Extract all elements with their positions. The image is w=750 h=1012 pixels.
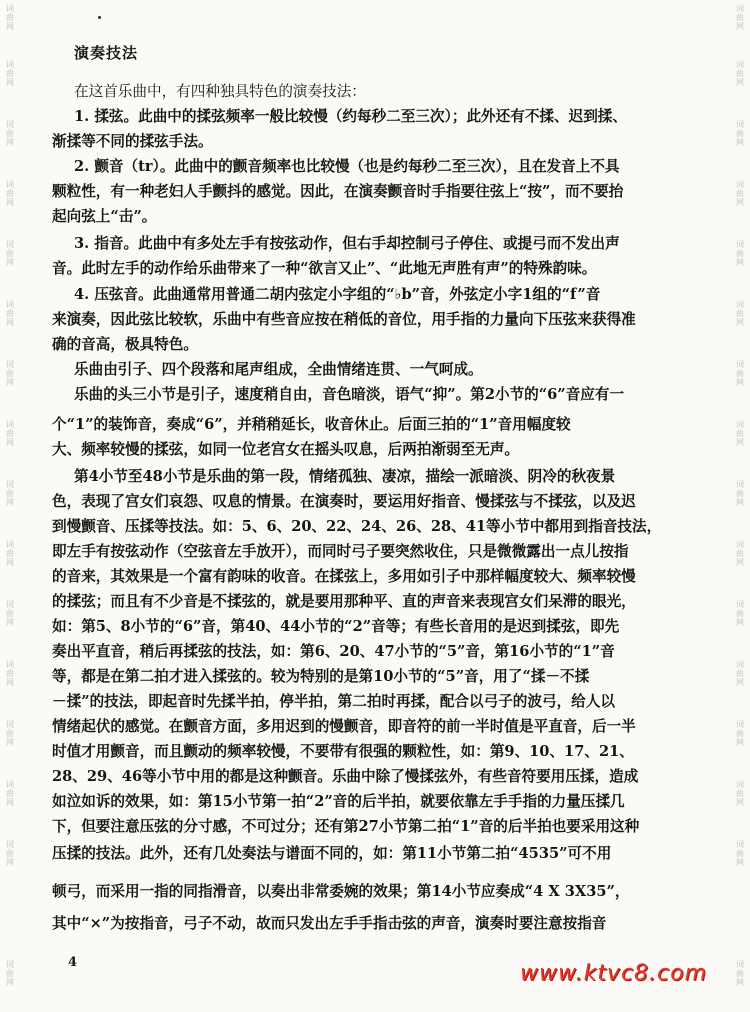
- left-margin-watermark-16: 词曲网: [6, 960, 14, 987]
- text-line: 顿弓，而采用一指的同指滑音，以奏出非常委婉的效果；第14小节应奏成“4 X 3X35”，: [52, 883, 630, 900]
- text-line: 压揉的技法。此外，还有几处奏法与谱面不同的，如：第11小节第二拍“4535”可不用: [52, 845, 612, 862]
- left-margin-watermark-1: 词曲网: [6, 4, 14, 31]
- text-line: 3. 指音。此曲中有多处左手有按弦动作，但右手却控制弓子停住、或提弓而不发出声: [74, 235, 620, 252]
- left-margin-watermark-6: 词曲网: [6, 300, 14, 327]
- left-margin-watermark-15: 词曲网: [6, 840, 14, 867]
- text-line: 如泣如诉的效果，如：第15小节第一拍“2”音的后半拍，就要依靠左手手指的力量压揉几: [52, 793, 625, 810]
- left-margin-watermark-8: 词曲网: [6, 420, 14, 447]
- left-margin-watermark-11: 词曲网: [6, 600, 14, 627]
- text-line: 渐揉等不同的揉弦手法。: [52, 133, 213, 150]
- text-line: 即左手有按弦动作（空弦音左手放开），而同时弓子要突然收住，只是微微露出一点儿按指: [52, 543, 629, 560]
- right-margin-watermark-5: 词曲网: [736, 240, 744, 267]
- right-margin-watermark-1: 词曲网: [736, 4, 744, 31]
- text-line: －揉”的技法，即起音时先揉半拍，停半拍，第二拍时再揉，配合以弓子的波弓，给人以: [52, 693, 615, 710]
- text-line: 确的音高，极具特色。: [52, 336, 198, 353]
- left-margin-watermark-7: 词曲网: [6, 360, 14, 387]
- text-line: 等，都是在第二拍才进入揉弦的。较为特别的是第10小节的“5”音，用了“揉－不揉: [52, 668, 590, 685]
- text-line: 1. 揉弦。此曲中的揉弦频率一般比较慢（约每秒二至三次）；此外还有不揉、迟到揉、: [74, 108, 627, 125]
- page-number: 4: [68, 955, 78, 970]
- left-margin-watermark-3: 词曲网: [6, 120, 14, 147]
- website-watermark[interactable]: www.ktvc8.com: [520, 961, 708, 986]
- right-margin-watermark-14: 词曲网: [736, 780, 744, 807]
- text-line: 奏出平直音，稍后再揉弦的技法，如：第6、20、47小节的“5”音，第16小节的“1”音: [52, 643, 615, 660]
- text-line: 如：第5、8小节的“6”音，第40、44小节的“2”音等；有些长音用的是迟到揉弦，即先: [52, 618, 620, 635]
- text-line: 到慢颤音、压揉等技法。如：5、6、20、22、24、26、28、41等小节中都用到指音技法，: [52, 518, 662, 535]
- right-margin-watermark-16: 词曲网: [736, 960, 744, 987]
- left-margin-watermark-14: 词曲网: [6, 780, 14, 807]
- text-line: 大、频率较慢的揉弦，如同一位老宫女在摇头叹息，后两拍渐弱至无声。: [52, 441, 520, 458]
- text-line: 音。此时左手的动作给乐曲带来了一种“欲言又止”、“此地无声胜有声”的特殊韵味。: [52, 260, 597, 277]
- right-margin-watermark-13: 词曲网: [736, 720, 744, 747]
- scan-speck: [98, 16, 101, 19]
- right-margin-watermark-15: 词曲网: [736, 840, 744, 867]
- text-line: 2. 颤音（tr）。此曲中的颤音频率也比较慢（也是约每秒二至三次），且在发音上不具: [74, 158, 620, 175]
- text-line: 乐曲由引子、四个段落和尾声组成，全曲情绪连贯、一气呵成。: [74, 361, 483, 378]
- text-line: 色，表现了宫女们哀怨、叹息的情景。在演奏时，要运用好指音、慢揉弦与不揉弦，以及迟: [52, 493, 636, 510]
- left-margin-watermark-5: 词曲网: [6, 240, 14, 267]
- text-line: 颗粒性，有一种老妇人手颤抖的感觉。因此，在演奏颤音时手指要往弦上“按”，而不要抬: [52, 183, 624, 200]
- text-line: 4. 压弦音。此曲通常用普通二胡内弦定小字组的“♭b”音，外弦定小字1组的“f”音: [74, 286, 601, 303]
- left-margin-watermark-4: 词曲网: [6, 180, 14, 207]
- right-margin-watermark-6: 词曲网: [736, 300, 744, 327]
- right-margin-watermark-7: 词曲网: [736, 360, 744, 387]
- right-margin-watermark-9: 词曲网: [736, 480, 744, 507]
- text-line: 的音来，其效果是一个富有韵味的收音。在揉弦上，多用如引子中那样幅度较大、频率较慢: [52, 568, 636, 585]
- text-line: 第4小节至48小节是乐曲的第一段，情绪孤独、凄凉，描绘一派暗淡、阴冷的秋夜景: [74, 468, 616, 485]
- section-title: 演奏技法: [74, 44, 139, 62]
- text-line: 乐曲的头三小节是引子，速度稍自由，音色暗淡，语气“抑”。第2小节的“6”音应有一: [74, 386, 625, 403]
- text-line: 起向弦上“击”。: [52, 208, 157, 225]
- text-line: 情绪起伏的感觉。在颤音方面，多用迟到的慢颤音，即音符的前一半时值是平直音，后一半: [52, 718, 636, 735]
- right-margin-watermark-12: 词曲网: [736, 660, 744, 687]
- text-line: 时值才用颤音，而且颤动的频率较慢，不要带有很强的颗粒性，如：第9、10、17、21、: [52, 743, 634, 760]
- left-margin-watermark-2: 词曲网: [6, 60, 14, 87]
- text-line: 个“1”的装饰音，奏成“6”，并稍稍延长，收音休止。后面三拍的“1”音用幅度较: [52, 416, 571, 433]
- right-margin-watermark-2: 词曲网: [736, 60, 744, 87]
- text-line: 的揉弦；而且有不少音是不揉弦的，就是要用那种平、直的声音来表现宫女们呆滞的眼光，: [52, 593, 636, 610]
- right-margin-watermark-3: 词曲网: [736, 120, 744, 147]
- text-line: 在这首乐曲中，有四种独具特色的演奏技法：: [74, 83, 366, 100]
- right-margin-watermark-11: 词曲网: [736, 600, 744, 627]
- text-line: 来演奏，因此弦比较软，乐曲中有些音应按在稍低的音位，用手指的力量向下压弦来获得准: [52, 311, 636, 328]
- right-margin-watermark-8: 词曲网: [736, 420, 744, 447]
- right-margin-watermark-10: 词曲网: [736, 540, 744, 567]
- text-line: 28、29、46等小节中用的都是这种颤音。乐曲中除了慢揉弦外，有些音符要用压揉，造成: [52, 768, 639, 785]
- left-margin-watermark-12: 词曲网: [6, 660, 14, 687]
- text-line: 其中“×”为按指音，弓子不动，故而只发出左手手指击弦的声音，演奏时要注意按指音: [52, 915, 607, 932]
- text-line: 下，但要注意压弦的分寸感，不可过分；还有第27小节第二拍“1”音的后半拍也要采用这种: [52, 818, 640, 835]
- right-margin-watermark-4: 词曲网: [736, 180, 744, 207]
- left-margin-watermark-13: 词曲网: [6, 720, 14, 747]
- left-margin-watermark-9: 词曲网: [6, 480, 14, 507]
- left-margin-watermark-10: 词曲网: [6, 540, 14, 567]
